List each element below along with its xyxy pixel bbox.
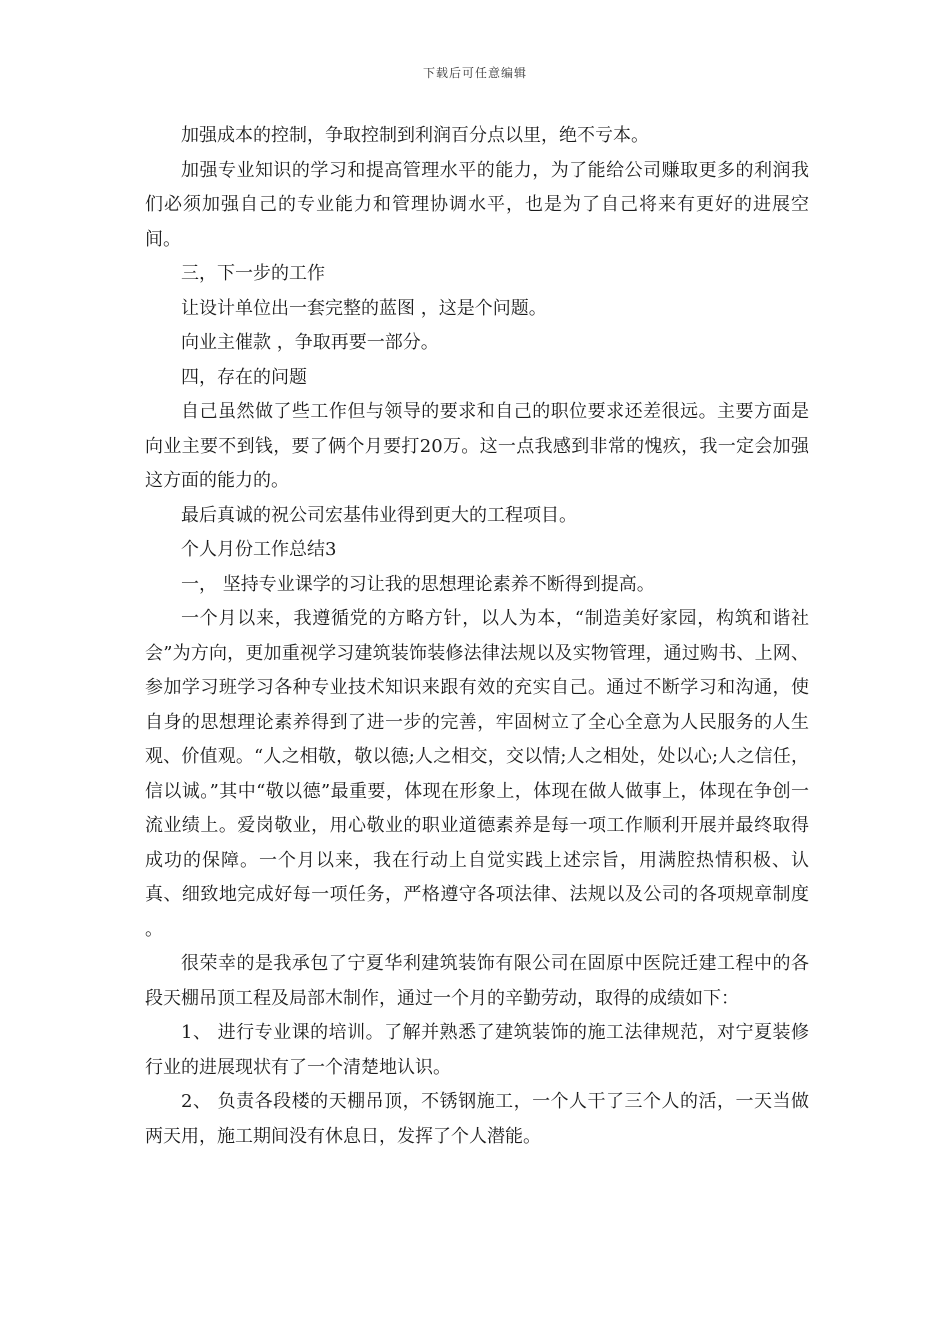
- list-item-ceiling-work: 2、 负责各段楼的天棚吊顶，不锈钢施工，一个人干了三个人的活，一天当做两天用，施工期间没有休息日，发挥了个人潜能。: [145, 1091, 809, 1147]
- section-heading-next-steps: 三，下一步的工作: [181, 263, 325, 284]
- paragraph-problems-detail: 自己虽然做了些工作但与领导的要求和自己的职位要求还差很远。主要方面是向业主要不到钱，要了俩个月要打20万。这一点我感到非常的愧疚，我一定会加强这方面的能力的。: [145, 401, 809, 491]
- paragraph-payment: 向业主催款 ，争取再要一部分。: [181, 332, 439, 353]
- section-heading-study: 一， 坚持专业课学的习让我的思想理论素养不断得到提高。: [181, 573, 655, 595]
- section-heading-problems: 四，存在的问题: [181, 366, 307, 388]
- page-header-note: 下载后可任意编辑: [422, 66, 527, 80]
- document-body: [145, 119, 809, 1154]
- paragraph-cost-control: 加强成本的控制，争取控制到利润百分点以里，绝不亏本。: [181, 125, 649, 146]
- paragraph-closing-wish: 最后真诚的祝公司宏基伟业得到更大的工程项目。: [181, 504, 577, 526]
- paragraph-blueprint: 让设计单位出一套完整的蓝图 ，这是个问题。: [181, 297, 547, 319]
- section-title-summary-3: 个人月份工作总结3: [181, 539, 337, 560]
- list-item-training: 1、 进行专业课的培训。了解并熟悉了建筑装饰的施工法律规范，对宁夏装修行业的进展现状有了一个清楚地认识。: [145, 1022, 809, 1078]
- paragraph-study-detail: 一个月以来，我遵循党的方略方针，以人为本，“制造美好家园，构筑和谐社会”为方向，更加重视学习建筑装饰装修法律法规以及实物管理，通过购书、上网、参加学习班学习各种专业技术知识来跟有效的充实自己。通过不断学习和沟通，使自身的思想理论素养得到了进一步的完善，牢固树立了全心全意为人民服务的人生观、价值观。“人之相敬，敬以德;人之相交，交以情;人之相处，处以心;人之信任，信以诚。”其中“敬以德”最重要，体现在形象上，体现在做人做事上，体现在争创一流业绩上。爱岗敬业，用心敬业的职业道德素养是每一项工作顺利开展并最终取得成功的保障。一个月以来，我在行动上自觉实践上述宗旨，用满腔热情积极、认真、细致地完成好每一项任务，严格遵守各项法律、法规以及公司的各项规章制度 。: [145, 608, 809, 940]
- paragraph-professional-knowledge: 加强专业知识的学习和提高管理水平的能力，为了能给公司赚取更多的利润我们必须加强自己的专业能力和管理协调水平，也是为了自己将来有更好的进展空间。: [145, 159, 809, 250]
- paragraph-contract: 很荣幸的是我承包了宁夏华利建筑装饰有限公司在固原中医院迁建工程中的各段天棚吊顶工程及局部木制作，通过一个月的辛勤劳动，取得的成绩如下：: [145, 953, 809, 1009]
